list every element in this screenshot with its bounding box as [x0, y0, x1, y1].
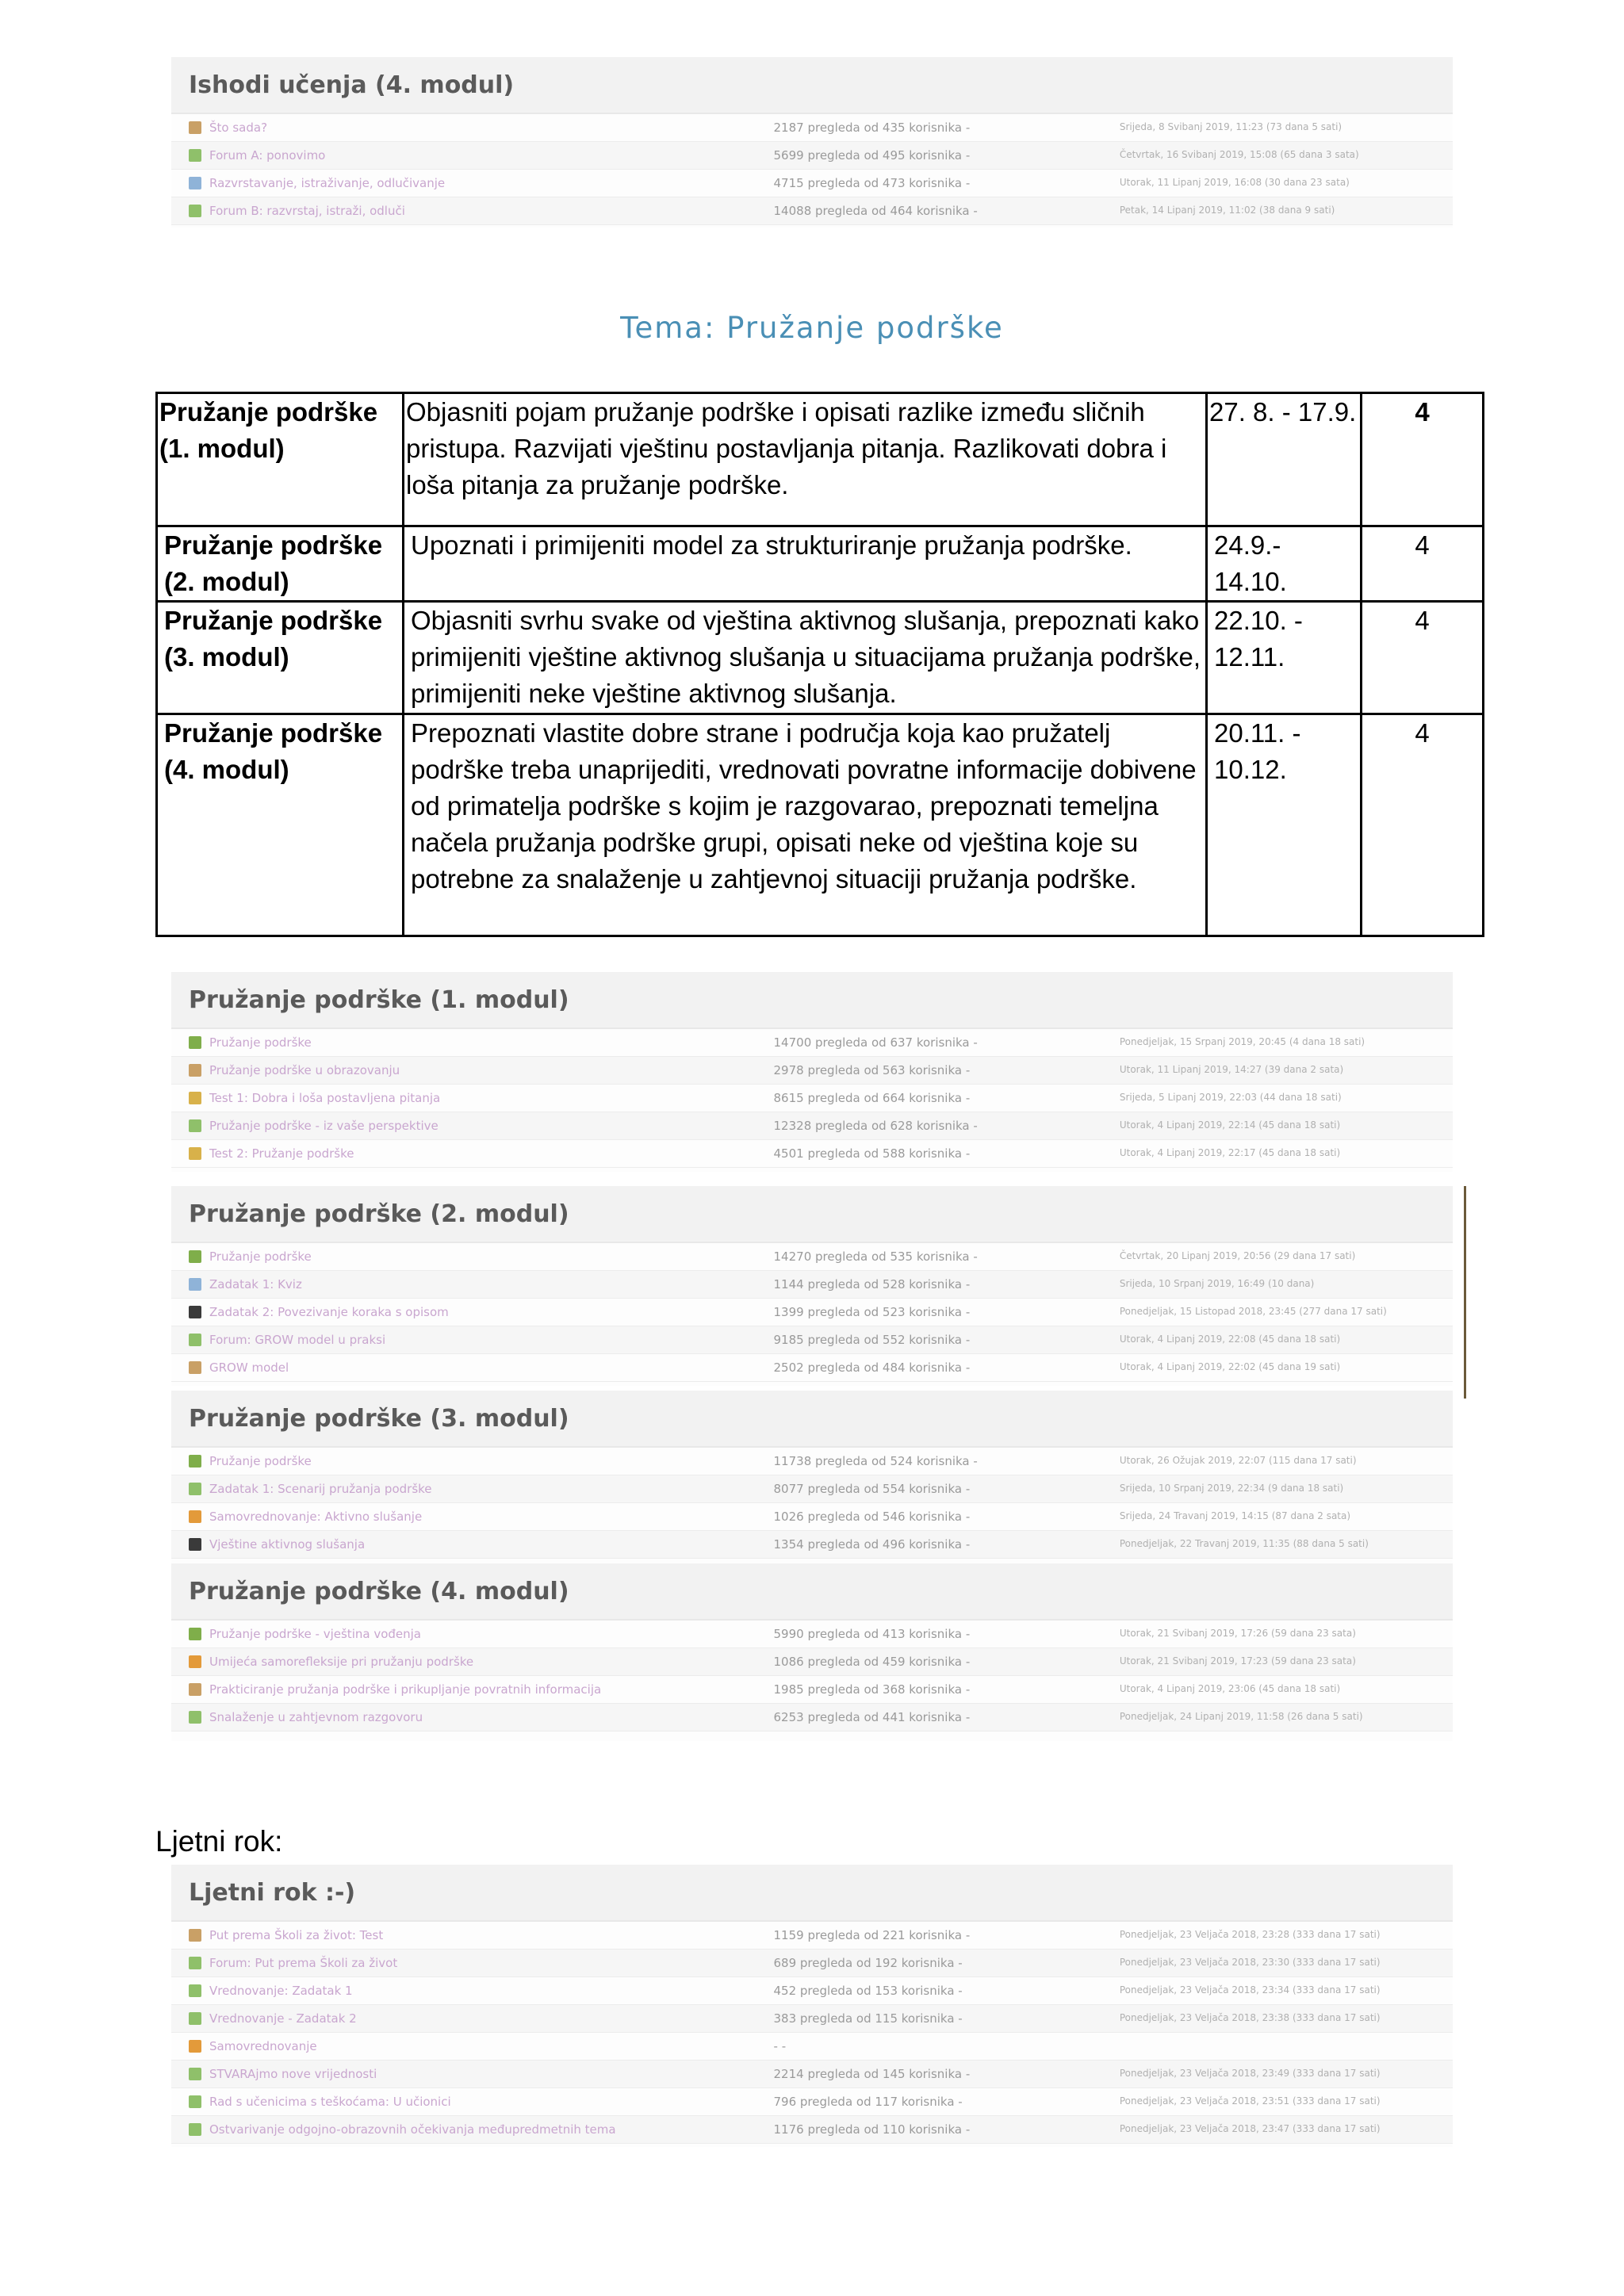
activity-link[interactable]: GROW model: [209, 1360, 289, 1375]
module-outcomes: Objasniti svrhu svake od vještina aktivnog slušanja, prepoznati kako primijeniti vještine aktivnog slušanja u situacijama pružanja podrške, primijeniti neke vještine aktivnog slušanja.: [404, 602, 1207, 714]
section-title: Pružanje podrške (4. modul): [171, 1563, 1453, 1621]
module-outcomes: Objasniti pojam pružanje podrške i opisati razlike između sličnih pristupa. Razvijati vještinu postavljanja pitanja. Razlikovati dobra i loša pitanja za pružanje podrške.: [404, 393, 1207, 526]
activity-row: [171, 1112, 1453, 1140]
page-icon: [189, 1278, 201, 1291]
activity-link[interactable]: Razvrstavanje, istraživanje, odlučivanje: [209, 176, 446, 190]
screenshot-modul-3: [171, 1391, 1453, 1563]
activity-link[interactable]: Što sada?: [209, 121, 268, 135]
activity-views: 14270 pregleda od 535 korisnika -: [773, 1249, 978, 1264]
activity-link[interactable]: Forum A: ponovimo: [209, 148, 326, 163]
screenshot-modul-2: [171, 1186, 1453, 1386]
activity-link[interactable]: Umijeća samorefleksije pri pružanju podrške: [209, 1655, 474, 1669]
activity-last-access: Utorak, 26 Ožujak 2019, 22:07 (115 dana 17 sati): [1119, 1455, 1357, 1466]
activity-last-access: Srijeda, 8 Svibanj 2019, 11:23 (73 dana 5 sati): [1119, 121, 1342, 132]
forum-icon: [189, 2123, 201, 2136]
activity-last-access: Četvrtak, 20 Lipanj 2019, 20:56 (29 dana 17 sati): [1119, 1250, 1356, 1261]
activity-views: 1176 pregleda od 110 korisnika -: [773, 2122, 971, 2137]
activity-row: [171, 1950, 1453, 1977]
page-icon: [189, 177, 201, 189]
activity-views: 383 pregleda od 115 korisnika -: [773, 2011, 963, 2026]
activity-link[interactable]: Pružanje podrške: [209, 1035, 312, 1050]
module-dates: 20.11. - 10.12.: [1207, 714, 1362, 936]
section-title: Pružanje podrške (2. modul): [171, 1186, 1453, 1243]
activity-row: [171, 1922, 1453, 1950]
activity-row: [171, 2005, 1453, 2033]
activity-views: 689 pregleda od 192 korisnika -: [773, 1956, 963, 1970]
activity-link[interactable]: Rad s učenicima s teškoćama: U učionici: [209, 2095, 451, 2109]
activity-row: [171, 1299, 1453, 1326]
activity-link[interactable]: Pružanje podrške: [209, 1454, 312, 1468]
activity-last-access: Ponedjeljak, 15 Listopad 2018, 23:45 (277 dana 17 sati): [1119, 1306, 1387, 1317]
hotpot-icon: [189, 1306, 201, 1318]
quiz-icon: [189, 1092, 201, 1104]
activity-row: [171, 1621, 1453, 1648]
module-dates: 22.10. - 12.11.: [1207, 602, 1362, 714]
activity-row: [171, 1085, 1453, 1112]
forum-icon: [189, 205, 201, 217]
activity-link[interactable]: Vrednovanje: Zadatak 1: [209, 1984, 353, 1998]
table-row: [157, 393, 1484, 526]
activity-row: [171, 1243, 1453, 1271]
activity-views: 2978 pregleda od 563 korisnika -: [773, 1063, 971, 1077]
forum-icon: [189, 1119, 201, 1132]
activity-views: 1399 pregleda od 523 korisnika -: [773, 1305, 971, 1319]
activity-views: 1985 pregleda od 368 korisnika -: [773, 1682, 971, 1697]
activity-row: [171, 114, 1453, 142]
activity-views: 452 pregleda od 153 korisnika -: [773, 1984, 963, 1998]
section-title: Ljetni rok :-): [171, 1865, 1453, 1922]
activity-link[interactable]: Forum: GROW model u praksi: [209, 1333, 386, 1347]
activity-row: [171, 1271, 1453, 1299]
activity-views: 1159 pregleda od 221 korisnika -: [773, 1928, 971, 1942]
activity-last-access: Ponedjeljak, 23 Veljača 2018, 23:34 (333 dana 17 sati): [1119, 1984, 1381, 1996]
activity-views: 5699 pregleda od 495 korisnika -: [773, 148, 971, 163]
hotpot-icon: [189, 1538, 201, 1551]
module-plan-table: [155, 392, 1484, 937]
activity-link[interactable]: Zadatak 1: Scenarij pružanja podrške: [209, 1482, 432, 1496]
activity-last-access: Petak, 14 Lipanj 2019, 11:02 (38 dana 9 sati): [1119, 205, 1335, 216]
activity-views: 1144 pregleda od 528 korisnika -: [773, 1277, 971, 1292]
activity-views: 6253 pregleda od 441 korisnika -: [773, 1710, 971, 1724]
activity-views: 2502 pregleda od 484 korisnika -: [773, 1360, 971, 1375]
activity-row: [171, 1140, 1453, 1168]
activity-last-access: Utorak, 21 Svibanj 2019, 17:23 (59 dana 23 sata): [1119, 1655, 1356, 1667]
module-name: Pružanje podrške (1. modul): [157, 393, 404, 526]
activity-last-access: Utorak, 4 Lipanj 2019, 22:08 (45 dana 18 sati): [1119, 1334, 1341, 1345]
module-name: Pružanje podrške (3. modul): [157, 602, 404, 714]
module-dates: 24.9.- 14.10.: [1207, 526, 1362, 602]
book-icon: [189, 1455, 201, 1468]
activity-link[interactable]: Forum B: razvrstaj, istraži, odluči: [209, 204, 405, 218]
activity-last-access: Srijeda, 5 Lipanj 2019, 22:03 (44 dana 18 sati): [1119, 1092, 1342, 1103]
module-outcomes: Prepoznati vlastite dobre strane i područja koja kao pružatelj podrške treba unaprijediti, vrednovati povratne informacije dobivene od primatelja podrške s kojim je razgovarao, prepoznati temeljna načela pružanja podrške grupi, opisati neke od vještina koje su potrebne za snalaženje u zahtjevnoj situaciji pružanja podrške.: [404, 714, 1207, 936]
activity-views: 14700 pregleda od 637 korisnika -: [773, 1035, 978, 1050]
forum-icon: [189, 149, 201, 162]
module-weeks: 4: [1362, 602, 1484, 714]
activity-views: 2187 pregleda od 435 korisnika -: [773, 121, 971, 135]
activity-last-access: Ponedjeljak, 23 Veljača 2018, 23:49 (333 dana 17 sati): [1119, 2068, 1381, 2079]
activity-last-access: Ponedjeljak, 22 Travanj 2019, 11:35 (88 dana 5 sati): [1119, 1538, 1369, 1549]
activity-views: 9185 pregleda od 552 korisnika -: [773, 1333, 971, 1347]
activity-row: [171, 1057, 1453, 1085]
activity-link[interactable]: Test 2: Pružanje podrške: [209, 1146, 354, 1161]
activity-row: [171, 1531, 1453, 1559]
screenshot-ljetni-rok: [171, 1865, 1453, 2147]
activity-link[interactable]: Pružanje podrške u obrazovanju: [209, 1063, 400, 1077]
activity-last-access: Utorak, 4 Lipanj 2019, 22:17 (45 dana 18 sati): [1119, 1147, 1341, 1158]
module-weeks: 4: [1362, 393, 1484, 526]
section-title: Ishodi učenja (4. modul): [171, 57, 1453, 114]
activity-views: 1086 pregleda od 459 korisnika -: [773, 1655, 971, 1669]
activity-row: [171, 1448, 1453, 1475]
activity-row: [171, 1704, 1453, 1732]
activity-link[interactable]: Samovrednovanje: [209, 2039, 317, 2053]
activity-views: 8615 pregleda od 664 korisnika -: [773, 1091, 971, 1105]
module-name: Pružanje podrške (4. modul): [157, 714, 404, 936]
activity-row: [171, 1648, 1453, 1676]
book-icon: [189, 1036, 201, 1049]
forum-icon: [189, 2068, 201, 2080]
table-row: [157, 714, 1484, 936]
pencil-icon: [189, 1064, 201, 1077]
activity-views: 796 pregleda od 117 korisnika -: [773, 2095, 963, 2109]
activity-link[interactable]: Vještine aktivnog slušanja: [209, 1537, 366, 1552]
activity-row: [171, 1475, 1453, 1503]
activity-last-access: Utorak, 4 Lipanj 2019, 22:14 (45 dana 18 sati): [1119, 1119, 1341, 1131]
activity-last-access: Utorak, 4 Lipanj 2019, 22:02 (45 dana 19 sati): [1119, 1361, 1341, 1372]
activity-last-access: Srijeda, 10 Srpanj 2019, 22:34 (9 dana 18 sati): [1119, 1483, 1344, 1494]
summer-term-label: Ljetni rok:: [155, 1825, 283, 1858]
activity-views: 1354 pregleda od 496 korisnika -: [773, 1537, 971, 1552]
topic-heading: Tema: Pružanje podrške: [620, 311, 1004, 345]
forum-icon: [189, 1483, 201, 1495]
activity-link[interactable]: Samovrednovanje: Aktivno slušanje: [209, 1510, 423, 1524]
activity-views: 4501 pregleda od 588 korisnika -: [773, 1146, 971, 1161]
activity-link[interactable]: Zadatak 2: Povezivanje koraka s opisom: [209, 1305, 449, 1319]
activity-row: [171, 197, 1453, 225]
activity-last-access: Utorak, 21 Svibanj 2019, 17:26 (59 dana 23 sata): [1119, 1628, 1356, 1639]
forum-icon: [189, 2095, 201, 2108]
activity-row: [171, 2033, 1453, 2061]
pencil-icon: [189, 1929, 201, 1942]
activity-views: 5990 pregleda od 413 korisnika -: [773, 1627, 971, 1641]
feedback-icon: [189, 1510, 201, 1523]
activity-link[interactable]: STVARAjmo nove vrijednosti: [209, 2067, 377, 2081]
activity-views: 4715 pregleda od 473 korisnika -: [773, 176, 971, 190]
activity-views: 1026 pregleda od 546 korisnika -: [773, 1510, 971, 1524]
activity-last-access: Ponedjeljak, 15 Srpanj 2019, 20:45 (4 dana 18 sati): [1119, 1036, 1365, 1047]
feedback-icon: [189, 2040, 201, 2053]
book-icon: [189, 1628, 201, 1640]
activity-row: [171, 1354, 1453, 1382]
activity-link[interactable]: Vrednovanje - Zadatak 2: [209, 2011, 357, 2026]
activity-link[interactable]: Snalaženje u zahtjevnom razgovoru: [209, 1710, 423, 1724]
activity-row: [171, 142, 1453, 170]
activity-link[interactable]: Pružanje podrške - iz vaše perspektive: [209, 1119, 439, 1133]
activity-views: 8077 pregleda od 554 korisnika -: [773, 1482, 971, 1496]
activity-row: [171, 2088, 1453, 2116]
activity-last-access: Ponedjeljak, 23 Veljača 2018, 23:38 (333 dana 17 sati): [1119, 2012, 1381, 2023]
pencil-icon: [189, 121, 201, 134]
activity-last-access: Utorak, 11 Lipanj 2019, 16:08 (30 dana 23 sata): [1119, 177, 1350, 188]
activity-last-access: Utorak, 4 Lipanj 2019, 23:06 (45 dana 18 sati): [1119, 1683, 1341, 1694]
activity-link[interactable]: Pružanje podrške: [209, 1249, 312, 1264]
activity-link[interactable]: Put prema Školi za život: Test: [209, 1928, 384, 1942]
screenshot-modul-1: [171, 972, 1453, 1172]
forum-icon: [189, 1334, 201, 1346]
module-weeks: 4: [1362, 526, 1484, 602]
activity-views: 11738 pregleda od 524 korisnika -: [773, 1454, 978, 1468]
section-title: Pružanje podrške (3. modul): [171, 1391, 1453, 1448]
activity-row: [171, 1326, 1453, 1354]
activity-link[interactable]: Ostvarivanje odgojno-obrazovnih očekivanja međupredmetnih tema: [209, 2122, 616, 2137]
screenshot-ishodi-ucenja: [171, 57, 1453, 228]
activity-last-access: Četvrtak, 16 Svibanj 2019, 15:08 (65 dana 3 sata): [1119, 149, 1359, 160]
quiz-icon: [189, 1147, 201, 1160]
activity-row: [171, 2061, 1453, 2088]
forum-icon: [189, 2012, 201, 2025]
activity-last-access: Ponedjeljak, 23 Veljača 2018, 23:30 (333 dana 17 sati): [1119, 1957, 1381, 1968]
screenshot-modul-4: [171, 1563, 1453, 1741]
activity-last-access: Ponedjeljak, 23 Veljača 2018, 23:51 (333 dana 17 sati): [1119, 2095, 1381, 2107]
forum-icon: [189, 1711, 201, 1724]
activity-last-access: Srijeda, 10 Srpanj 2019, 16:49 (10 dana): [1119, 1278, 1315, 1289]
feedback-icon: [189, 1655, 201, 1668]
activity-last-access: Ponedjeljak, 24 Lipanj 2019, 11:58 (26 dana 5 sati): [1119, 1711, 1363, 1722]
activity-link[interactable]: Pružanje podrške - vještina vođenja: [209, 1627, 421, 1641]
activity-views: 14088 pregleda od 464 korisnika -: [773, 204, 978, 218]
activity-last-access: Ponedjeljak, 23 Veljača 2018, 23:28 (333 dana 17 sati): [1119, 1929, 1381, 1940]
divider: [1464, 1186, 1466, 1399]
pencil-icon: [189, 1683, 201, 1696]
activity-link[interactable]: Test 1: Dobra i loša postavljena pitanja: [209, 1091, 441, 1105]
activity-link[interactable]: Forum: Put prema Školi za život: [209, 1956, 398, 1970]
book-icon: [189, 1250, 201, 1263]
activity-row: [171, 1977, 1453, 2005]
activity-row: [171, 170, 1453, 197]
activity-row: [171, 1503, 1453, 1531]
forum-icon: [189, 1984, 201, 1997]
activity-views: - -: [773, 2039, 787, 2053]
activity-row: [171, 1676, 1453, 1704]
table-row: [157, 526, 1484, 602]
activity-row: [171, 2116, 1453, 2144]
pencil-icon: [189, 1361, 201, 1374]
forum-icon: [189, 1957, 201, 1969]
activity-link[interactable]: Prakticiranje pružanja podrške i prikupljanje povratnih informacija: [209, 1682, 602, 1697]
module-weeks: 4: [1362, 714, 1484, 936]
activity-link[interactable]: Zadatak 1: Kviz: [209, 1277, 302, 1292]
module-name: Pružanje podrške (2. modul): [157, 526, 404, 602]
table-row: [157, 602, 1484, 714]
activity-row: [171, 1029, 1453, 1057]
activity-last-access: Srijeda, 24 Travanj 2019, 14:15 (87 dana 2 sata): [1119, 1510, 1351, 1521]
activity-views: 12328 pregleda od 628 korisnika -: [773, 1119, 978, 1133]
section-title: Pružanje podrške (1. modul): [171, 972, 1453, 1029]
module-dates: 27. 8. - 17.9.: [1207, 393, 1362, 526]
activity-last-access: Utorak, 11 Lipanj 2019, 14:27 (39 dana 2 sata): [1119, 1064, 1344, 1075]
activity-views: 2214 pregleda od 145 korisnika -: [773, 2067, 971, 2081]
activity-last-access: Ponedjeljak, 23 Veljača 2018, 23:47 (333 dana 17 sati): [1119, 2123, 1381, 2134]
module-outcomes: Upoznati i primijeniti model za strukturiranje pružanja podrške.: [404, 526, 1207, 602]
